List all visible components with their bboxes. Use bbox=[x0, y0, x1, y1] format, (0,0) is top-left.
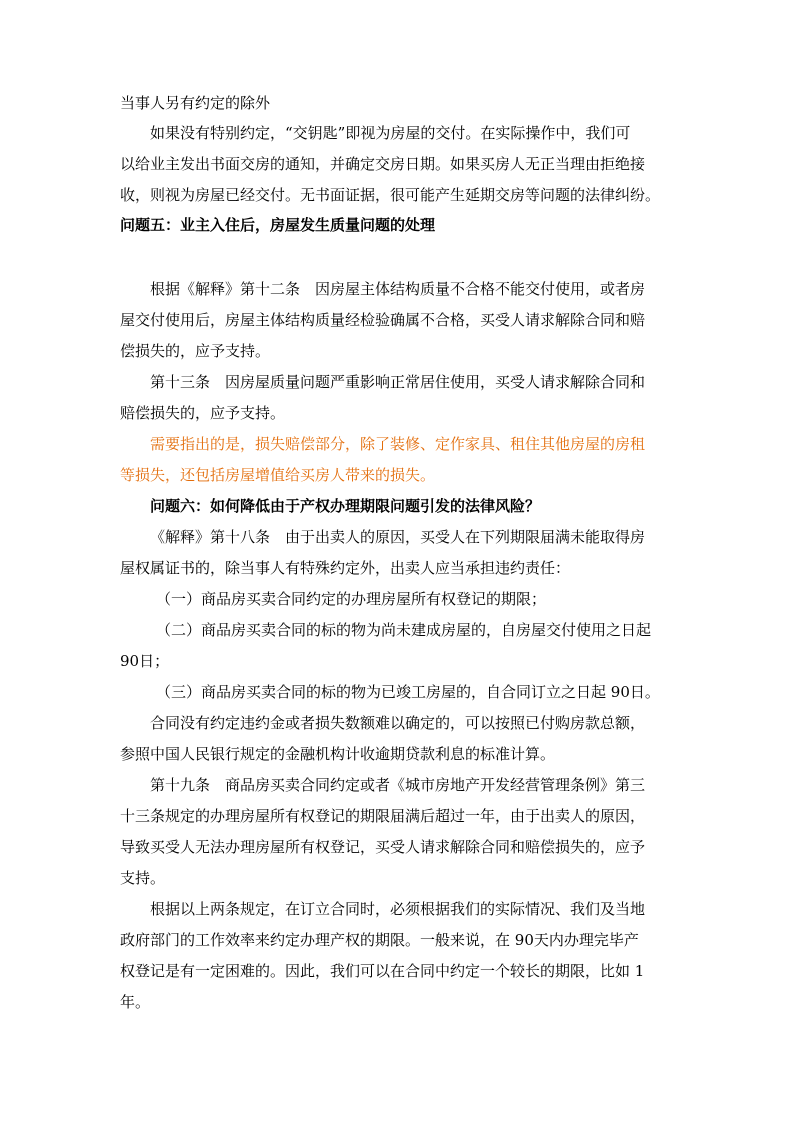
paragraph-line: 权登记是有一定困难的。因此，我们可以在合同中约定一个较长的期限，比如 1 bbox=[120, 962, 645, 980]
section-heading: 问题六：如何降低由于产权办理期限问题引发的法律风险？ bbox=[150, 497, 541, 515]
paragraph-line: 《解释》第十八条 由于出卖人的原因，买受人在下列期限届满未能取得房 bbox=[150, 528, 646, 546]
paragraph-line: 支持。 bbox=[120, 869, 166, 887]
paragraph-line: 参照中国人民银行规定的金融机构计收逾期贷款利息的标准计算。 bbox=[120, 745, 556, 763]
paragraph-line: 以给业主发出书面交房的通知，并确定交房日期。如果买房人无正当理由拒绝接 bbox=[120, 155, 646, 173]
paragraph-line: 当事人另有约定的除外 bbox=[120, 94, 271, 112]
paragraph-line: 根据以上两条规定，在订立合同时，必须根据我们的实际情况、我们及当地 bbox=[150, 900, 646, 918]
paragraph-line: 导致买受人无法办理房屋所有权登记，买受人请求解除合同和赔偿损失的，应予 bbox=[120, 838, 646, 856]
paragraph-line: 收，则视为房屋已经交付。无书面证据，很可能产生延期交房等问题的法律纠纷。 bbox=[120, 186, 661, 204]
paragraph-line: 第十九条 商品房买卖合同约定或者《城市房地产开发经营管理条例》第三 bbox=[150, 776, 646, 794]
paragraph-line: 年。 bbox=[120, 993, 151, 1011]
paragraph-line: 赔偿损失的，应予支持。 bbox=[120, 404, 286, 422]
paragraph-line: 政府部门的工作效率来约定办理产权的期限。一般来说，在 90天内办理完毕产 bbox=[120, 931, 639, 949]
list-item: （一）商品房买卖合同约定的办理房屋所有权登记的期限； bbox=[156, 590, 547, 608]
highlighted-note: 需要指出的是，损失赔偿部分，除了装修、定作家具、租住其他房屋的房租 bbox=[150, 435, 646, 453]
paragraph-line: 偿损失的，应予支持。 bbox=[120, 342, 271, 360]
paragraph-line: 90日； bbox=[120, 652, 170, 670]
paragraph-line: 根据《解释》第十二条 因房屋主体结构质量不合格不能交付使用，或者房 bbox=[150, 280, 646, 298]
list-item: （二）商品房买卖合同的标的物为尚未建成房屋的，自房屋交付使用之日起 bbox=[156, 621, 652, 639]
paragraph-line: 合同没有约定违约金或者损失数额难以确定的，可以按照已付购房款总额， bbox=[150, 714, 646, 732]
paragraph-line: 屋交付使用后，房屋主体结构质量经检验确属不合格，买受人请求解除合同和赔 bbox=[120, 311, 646, 329]
paragraph-line: 屋权属证书的，除当事人有特殊约定外，出卖人应当承担违约责任： bbox=[120, 559, 571, 577]
list-item: （三）商品房买卖合同的标的物为已竣工房屋的，自合同订立之日起 90日。 bbox=[156, 683, 660, 701]
paragraph-line: 第十三条 因房屋质量问题严重影响正常居住使用，买受人请求解除合同和 bbox=[150, 373, 646, 391]
paragraph-line: 十三条规定的办理房屋所有权登记的期限届满后超过一年，由于出卖人的原因， bbox=[120, 807, 646, 825]
paragraph-line: 如果没有特别约定，“交钥匙”即视为房屋的交付。在实际操作中，我们可 bbox=[150, 124, 631, 142]
section-heading: 问题五：业主入住后，房屋发生质量问题的处理 bbox=[120, 216, 436, 234]
highlighted-note: 等损失，还包括房屋增值给买房人带来的损失。 bbox=[120, 466, 436, 484]
